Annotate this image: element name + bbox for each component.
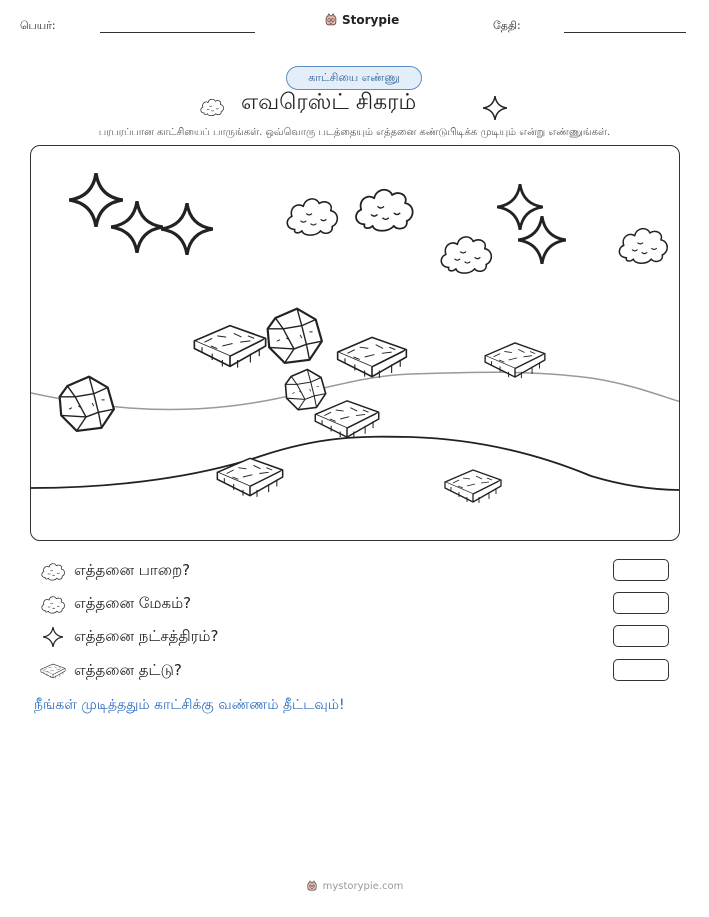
question-row	[40, 559, 190, 583]
site-footer	[0, 880, 709, 892]
cloud-icon	[40, 593, 66, 615]
slab-icon	[315, 401, 378, 438]
question-text: எத்தனை தட்டு?	[74, 661, 182, 679]
date-label: தேதி:	[493, 19, 521, 32]
cloud-icon	[441, 237, 491, 273]
name-line[interactable]	[100, 32, 255, 33]
star-icon	[111, 201, 163, 253]
rock-icon	[199, 96, 225, 117]
rock-icon	[285, 369, 325, 409]
answer-box[interactable]	[613, 592, 669, 614]
instructions-text: பரபரப்பான காட்சியைப் பாருங்கள். ஒவ்வொரு படத்தையும் எத்தனை கண்டுபிடிக்க முடியும் என்று எண்ணுங்கள்.	[98, 127, 611, 138]
scene-panel	[30, 145, 680, 541]
rock-icon	[60, 377, 114, 431]
star-icon	[161, 203, 213, 255]
question-text: எத்தனை மேகம்?	[74, 594, 192, 612]
activity-badge: காட்சியை எண்ணு	[286, 66, 422, 90]
site-url[interactable]: mystorypie.com	[322, 880, 404, 892]
mascot-icon	[306, 880, 318, 892]
slab-icon	[217, 458, 282, 497]
scene-illustration	[31, 146, 680, 541]
question-text: எத்தனை நட்சத்திரம்?	[74, 627, 219, 645]
cloud-icon	[619, 229, 667, 264]
cloud-icon	[287, 199, 337, 235]
brand-name: Storypie	[342, 13, 400, 27]
mascot-icon	[324, 13, 338, 27]
date-line[interactable]	[564, 32, 686, 33]
star-icon	[497, 184, 543, 230]
rock-icon	[268, 309, 322, 363]
star-icon	[518, 216, 566, 264]
coloring-note: நீங்கள் முடித்ததும் காட்சிக்கு வண்ணம் தீட்டவும்!	[34, 697, 345, 713]
answer-box[interactable]	[613, 625, 669, 647]
star-icon	[483, 96, 507, 120]
name-label: பெயர்:	[20, 19, 56, 32]
slab-icon	[40, 660, 66, 682]
question-row	[40, 659, 182, 683]
answer-box[interactable]	[613, 559, 669, 581]
slab-icon	[194, 326, 265, 368]
rock-icon	[40, 560, 66, 582]
question-text: எத்தனை பாறை?	[74, 561, 191, 579]
page-title: எவரெஸ்ட் சிகரம்	[241, 90, 417, 115]
answer-box[interactable]	[613, 659, 669, 681]
slab-icon	[445, 470, 501, 503]
star-icon	[40, 626, 66, 648]
slab-icon	[338, 337, 407, 378]
cloud-icon	[356, 190, 413, 231]
near-hill-line	[31, 437, 680, 490]
brand-logo	[324, 13, 399, 27]
question-row	[40, 592, 191, 616]
question-row	[40, 625, 218, 649]
star-icon	[69, 173, 123, 227]
